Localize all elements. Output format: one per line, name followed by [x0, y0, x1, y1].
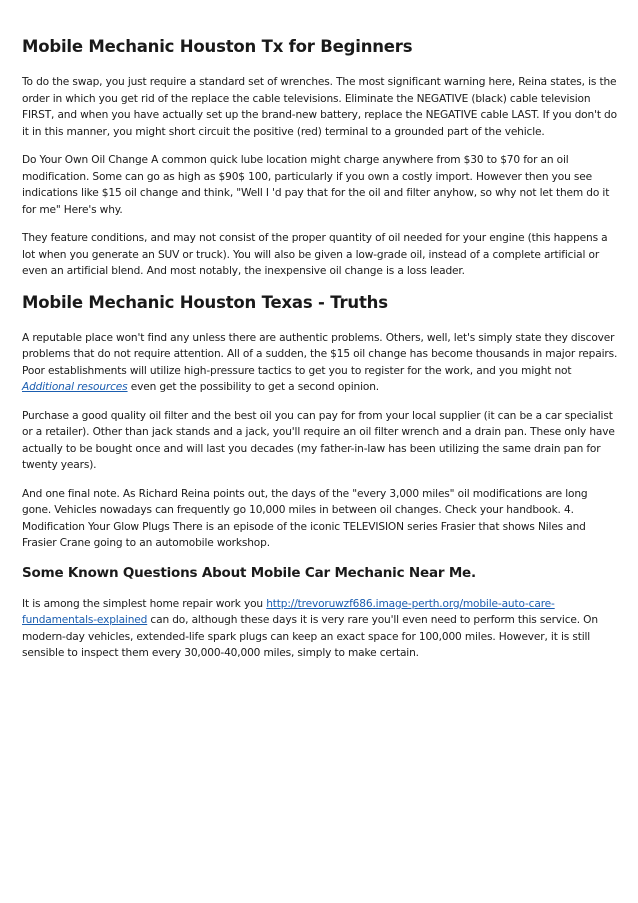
paragraph-text-after-link: can do, although these days it is very rare you'll even need to perform this service. On modern-day vehicles, extended-life spark plugs can keep an exact space for 100,000 miles. However, it is still sensible to inspect them every 30,000-40,000 miles, simply to make certain. [22, 614, 598, 659]
document-page [22, 36, 618, 674]
paragraph-home-repair [22, 596, 618, 662]
paragraph-loss-leader: They feature conditions, and may not consist of the proper quantity of oil needed for your engine (this happens a lot when you generate an SUV or truck). You will also be given a low-grade oil, instead of a complete artificial or even an artificial blend. And most notably, the inexpensive oil change is a loss leader. [22, 232, 608, 277]
paragraph-text-before-link: A reputable place won't find any unless there are authentic problems. Others, well, let's simply state they discover problems that do not require attention. All of a sudden, the $15 oil change has become thousands in major repairs. Poor establishments will utilize high-pressure tactics to get you to register for the work, and you might not [22, 331, 618, 377]
mobile-auto-care-link[interactable]: http://trevoruwzf686.image-perth.org/mobile-auto-care-fundamentals-explained [22, 597, 555, 626]
paragraph-oil-change-cost: Do Your Own Oil Change A common quick lube location might charge anywhere from $30 to $70 for an oil modification. Some can go as high as $90$ 100, particularly if you own a costly import. However then you see indications like $15 oil change and think, "Well I 'd pay that for the oil and filter anyhow, so why not let them do it for me" Here's why. [22, 154, 610, 216]
paragraph-final-note: And one final note. As Richard Reina points out, the days of the "every 3,000 miles" oil modifications are long gone. Vehicles nowadays can frequently go 10,000 miles in between oil changes. Check your handbook. 4. Modification Your Glow Plugs There is an episode of the iconic TELEVISION series Frasier that shows Niles and Frasier Crane going to an automobile workshop. [22, 487, 588, 549]
paragraph-oil-filter: Purchase a good quality oil filter and the best oil you can pay for from your local supplier (it can be a car specialist or a retailer). Other than jack stands and a jack, you'll require an oil filter wrench and a drain pan. These only have actually to be bought once and will last you decades (my father-in-law has been utilizing the same drain pan for twenty years). [22, 409, 615, 471]
paragraph-reputable-place [22, 330, 618, 396]
paragraph-battery-swap: To do the swap, you just require a standard set of wrenches. The most significant warning here, Reina states, is the order in which you get rid of the replace the cable televisions. Eliminate the NEGATIVE (black) cable television FIRST, and when you have actually set up the brand-new battery, replace the NEGATIVE cable LAST. If you don't do it in this manner, you might short circuit the positive (red) terminal to a grounded part of the vehicle. [22, 76, 617, 138]
section-heading-questions: Some Known Questions About Mobile Car Mechanic Near Me. [22, 564, 476, 581]
additional-resources-link[interactable]: Additional resources [22, 381, 128, 393]
paragraph-text-before-link: It is among the simplest home repair work you [22, 597, 267, 610]
section-heading-truths: Mobile Mechanic Houston Texas - Truths [22, 292, 388, 312]
paragraph-text-after-link: even get the possibility to get a second opinion. [127, 381, 379, 393]
section-heading-beginners: Mobile Mechanic Houston Tx for Beginners [22, 37, 413, 56]
